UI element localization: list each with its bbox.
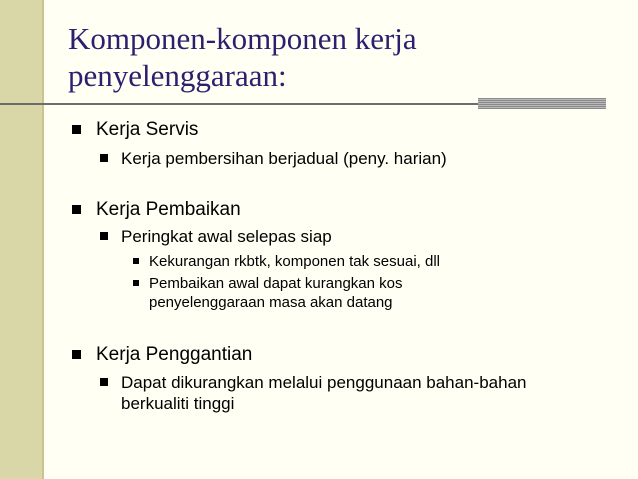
sub-bullet-label: Kerja pembersihan berjadual (peny. harian) <box>121 149 447 168</box>
third-level-bullet-line-2: penyelenggaraan masa akan datang <box>149 294 393 311</box>
square-bullet-icon <box>72 205 81 214</box>
slide-title-line-1: Komponen-komponen kerja <box>68 21 417 56</box>
sub-bullet-item <box>100 226 332 247</box>
third-level-bullet-item <box>133 252 440 271</box>
square-bullet-icon <box>72 125 81 134</box>
bullet-item <box>72 198 241 221</box>
square-bullet-icon <box>72 350 81 359</box>
sub-bullet-line-2: berkualiti tinggi <box>121 394 235 413</box>
sub-bullet-item <box>100 372 527 414</box>
third-level-bullet-line-1: Pembaikan awal dapat kurangkan kos <box>149 275 403 292</box>
third-level-bullet-text <box>149 274 403 312</box>
sub-bullet-label: Peringkat awal selepas siap <box>121 227 332 246</box>
third-level-bullet-item <box>133 274 403 312</box>
bullet-item <box>72 118 198 141</box>
square-bullet-icon <box>100 232 108 240</box>
bullet-label: Kerja Penggantian <box>96 344 253 365</box>
bullet-label: Kerja Pembaikan <box>96 199 241 220</box>
square-bullet-icon <box>100 378 108 386</box>
bullet-item <box>72 343 252 366</box>
sub-bullet-line-1: Dapat dikurangkan melalui penggunaan bahan-bahan <box>121 373 527 392</box>
square-bullet-icon <box>133 280 139 286</box>
sub-bullet-item <box>100 148 447 169</box>
slide-title-line-2: penyelenggaraan: <box>68 58 287 93</box>
square-bullet-icon <box>133 258 139 264</box>
third-level-bullet-label: Kekurangan rkbtk, komponen tak sesuai, dll <box>149 253 440 270</box>
bullet-label: Kerja Servis <box>96 119 199 140</box>
sub-bullet-text <box>121 372 527 414</box>
square-bullet-icon <box>100 154 108 162</box>
